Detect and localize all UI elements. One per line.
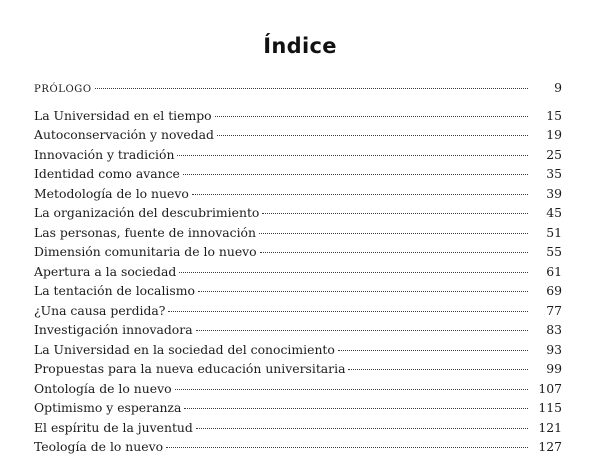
dot-leader: [196, 330, 528, 331]
toc-entry: [34, 205, 562, 225]
toc-entry-page: 77: [546, 302, 562, 318]
toc-entry-page: 9: [554, 80, 562, 95]
toc-entry: [34, 127, 562, 147]
page-title: Índice: [263, 34, 337, 58]
dot-leader: [177, 155, 528, 156]
toc-entry-title: Teología de lo nuevo: [34, 439, 164, 454]
toc-entry-page: 83: [546, 322, 562, 337]
dot-leader: [175, 389, 528, 390]
toc-entry-page: 15: [546, 107, 562, 123]
toc-entry-page: 61: [546, 263, 562, 279]
toc-entry: [34, 420, 562, 440]
toc-entry-title: Innovación y tradición: [34, 146, 175, 162]
toc-entry: [34, 283, 562, 303]
dot-leader: [259, 233, 528, 234]
toc-entry-page: 25: [546, 146, 562, 162]
toc-entry-page: 121: [538, 419, 562, 435]
dot-leader: [348, 369, 528, 370]
dot-leader: [338, 350, 528, 351]
toc-entry-page: 19: [546, 127, 562, 142]
toc-entry-title: Investigación innovadora: [34, 322, 193, 337]
toc-entry-title: Ontología de lo nuevo: [34, 380, 172, 396]
toc-entry: [34, 244, 562, 264]
toc-entry-page: 55: [546, 244, 562, 259]
toc-entry: [34, 439, 562, 459]
toc-entry-page: 69: [546, 283, 562, 298]
toc-entry: [34, 80, 562, 100]
toc-entry-title: Autoconservación y novedad: [34, 127, 214, 142]
toc-entry-title: Apertura a la sociedad: [34, 263, 177, 279]
toc-entry-page: 51: [546, 224, 562, 240]
dot-leader: [95, 88, 528, 89]
toc-entry-page: 35: [546, 166, 562, 181]
toc-entry: [34, 166, 562, 186]
toc-entry-title: PRÓLOGO: [34, 84, 92, 95]
toc-entry: [34, 225, 562, 245]
toc-entry: [34, 147, 562, 167]
toc-entry-page: 45: [546, 205, 562, 220]
toc-entry-title: La tentación de localismo: [34, 283, 195, 298]
table-of-contents: [34, 80, 562, 459]
dot-leader: [260, 252, 528, 253]
dot-leader: [166, 447, 528, 448]
dot-leader: [262, 213, 528, 214]
dot-leader: [168, 311, 528, 312]
toc-entry-page: 127: [538, 439, 562, 454]
toc-entry-title: ¿Una causa perdida?: [34, 302, 166, 318]
toc-entry-title: Metodología de lo nuevo: [34, 185, 189, 201]
toc-entry: [34, 264, 562, 284]
toc-entry: [34, 108, 562, 128]
toc-entry: [34, 400, 562, 420]
toc-entry-page: 93: [546, 341, 562, 357]
toc-entry-page: 115: [538, 400, 562, 415]
dot-leader: [184, 408, 528, 409]
dot-leader: [215, 116, 528, 117]
toc-entry-title: La organización del descubrimiento: [34, 205, 260, 220]
toc-entry-page: 39: [546, 185, 562, 201]
toc-entry: [34, 186, 562, 206]
toc-entry: [34, 381, 562, 401]
toc-entry-page: 99: [546, 361, 562, 376]
toc-entry-title: Optimismo y esperanza: [34, 400, 182, 415]
toc-entry: [34, 342, 562, 362]
toc-entry-title: Identidad como avance: [34, 166, 180, 181]
dot-leader: [192, 194, 528, 195]
toc-entry-title: La Universidad en el tiempo: [34, 107, 212, 123]
dot-leader: [198, 291, 528, 292]
toc-entry-title: El espíritu de la juventud: [34, 419, 193, 435]
toc-entry-title: Las personas, fuente de innovación: [34, 224, 256, 240]
toc-entry-page: 107: [538, 380, 562, 396]
dot-leader: [183, 174, 528, 175]
toc-entry-title: Dimensión comunitaria de lo nuevo: [34, 244, 257, 259]
toc-entry-title: La Universidad en la sociedad del conocimiento: [34, 341, 335, 357]
dot-leader: [196, 428, 528, 429]
toc-entry: [34, 361, 562, 381]
toc-entry: [34, 303, 562, 323]
dot-leader: [217, 135, 528, 136]
dot-leader: [179, 272, 528, 273]
toc-entry: [34, 322, 562, 342]
toc-entry-title: Propuestas para la nueva educación universitaria: [34, 361, 346, 376]
